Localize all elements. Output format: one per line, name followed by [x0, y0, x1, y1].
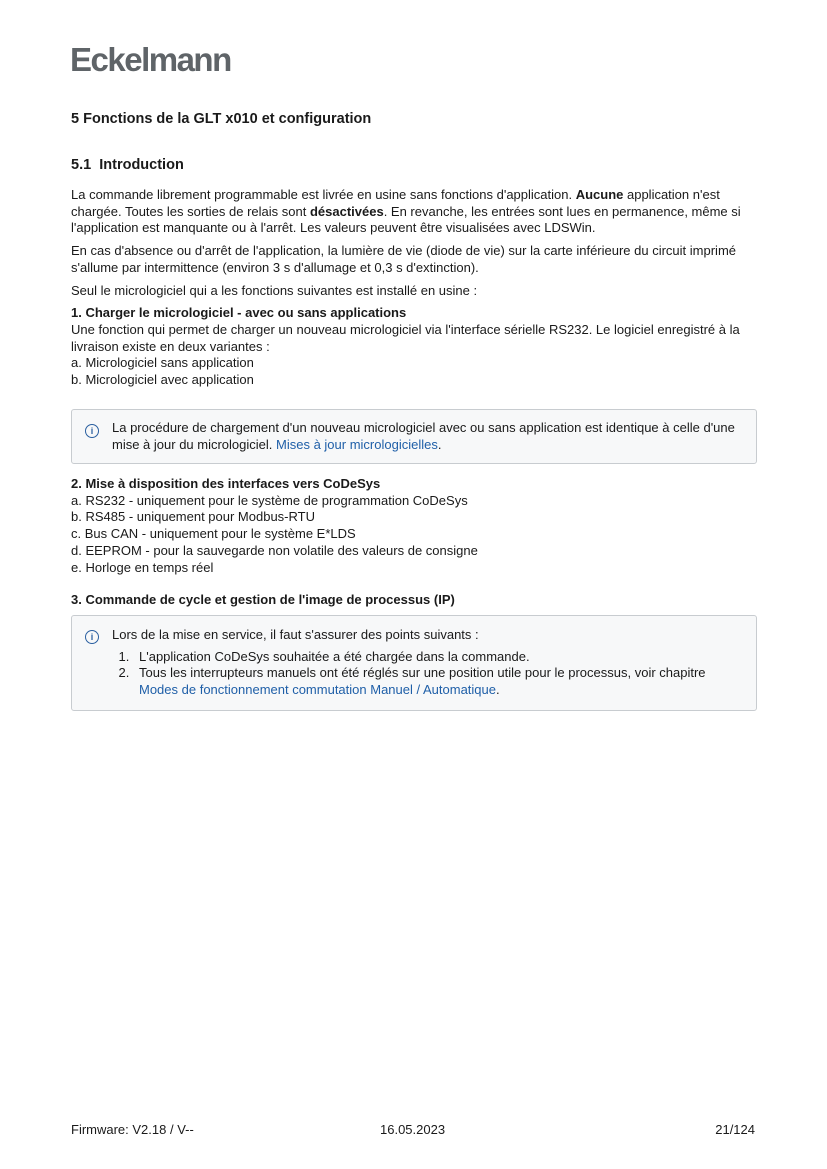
chapter-heading — [71, 110, 755, 128]
item1-title: 1. Charger le micrologiciel - avec ou sans applications — [71, 305, 407, 321]
text: . En revanche, les entrées sont lues en permanence, même si l'application est manquante ou à l'arrêt. Les valeurs peuvent être visualisées avec LDSWin. — [71, 203, 741, 236]
text: La commande librement programmable est livrée en usine sans fonctions d'application. — [71, 187, 576, 202]
step-text: L'application CoDeSys souhaitée a été chargée dans la commande. — [139, 648, 530, 664]
item2-line: e. Horloge en temps réel — [71, 559, 214, 575]
intro-body — [71, 187, 755, 389]
step-item — [133, 649, 748, 666]
info-icon: i — [85, 424, 99, 438]
bold-text: désactivées — [309, 203, 384, 219]
footer-date: 16.05.2023 — [380, 1122, 446, 1137]
chapter-title: Fonctions de la GLT x010 et configuration — [83, 111, 372, 127]
item1-text: Une fonction qui permet de charger un nouveau micrologiciel via l'interface sérielle RS232. Le logiciel enregistré à la livraison existe en deux variantes : — [71, 321, 740, 354]
firmware-update-link[interactable]: Mises à jour micrologicielles — [276, 436, 438, 452]
item1-line-b: b. Micrologiciel avec application — [71, 372, 254, 388]
section-title: Introduction — [99, 157, 184, 173]
step-text: . — [496, 682, 500, 698]
note-text: La procédure de chargement d'un nouveau micrologiciel avec ou sans application est identique à celle d'une mise à jour du micrologiciel. — [112, 420, 735, 452]
info-note-firmware — [71, 409, 757, 464]
item2-line: c. Bus CAN - uniquement pour le système E*LDS — [71, 526, 356, 542]
item2-line: d. EEPROM - pour la sauvegarde non volatile des valeurs de consigne — [71, 542, 478, 558]
bold-text: Aucune — [575, 187, 624, 202]
footer-page-number: 21/124 — [715, 1122, 755, 1137]
step-text: Tous les interrupteurs manuels ont été réglés sur une position utile pour le processus, voir chapitre — [139, 665, 706, 681]
operating-modes-link[interactable]: Modes de fonctionnement commutation Manuel / Automatique — [139, 682, 496, 698]
section-heading — [71, 156, 755, 174]
footer-firmware: Firmware: V2.18 / V-- — [71, 1122, 194, 1137]
note-intro: Lors de la mise en service, il faut s'assurer des points suivants : — [112, 627, 479, 642]
note-text: . — [437, 436, 442, 452]
chapter-number: 5 — [71, 111, 80, 127]
intro-paragraph-3: Seul le micrologiciel qui a les fonctions suivantes est installé en usine : — [71, 282, 478, 298]
info-icon: i — [85, 630, 99, 644]
step-item — [133, 665, 748, 698]
section-number: 5.1 — [71, 157, 92, 173]
info-note-commissioning — [71, 615, 757, 711]
item1-line-a: a. Micrologiciel sans application — [71, 355, 254, 371]
commissioning-steps — [112, 649, 748, 699]
item3-title: 3. Commande de cycle et gestion de l'image de processus (IP) — [71, 592, 455, 608]
eckelmann-logo: Eckelmann — [70, 41, 231, 78]
intro-paragraph-1 — [71, 187, 755, 237]
item2-line: a. RS232 - uniquement pour le système de programmation CoDeSys — [71, 492, 468, 508]
intro-paragraph-2: En cas d'absence ou d'arrêt de l'application, la lumière de vie (diode de vie) sur la carte inférieure du circuit imprimé s'allume par intermittence (environ 3 s d'allumage et 0,3 s d'extinction). — [71, 243, 736, 275]
item2-line: b. RS485 - uniquement pour Modbus-RTU — [71, 509, 315, 525]
item2 — [71, 476, 755, 609]
text: application n'est chargée. Toutes les sorties de relais sont — [71, 187, 720, 219]
item2-title: 2. Mise à disposition des interfaces vers CoDeSys — [71, 476, 381, 491]
